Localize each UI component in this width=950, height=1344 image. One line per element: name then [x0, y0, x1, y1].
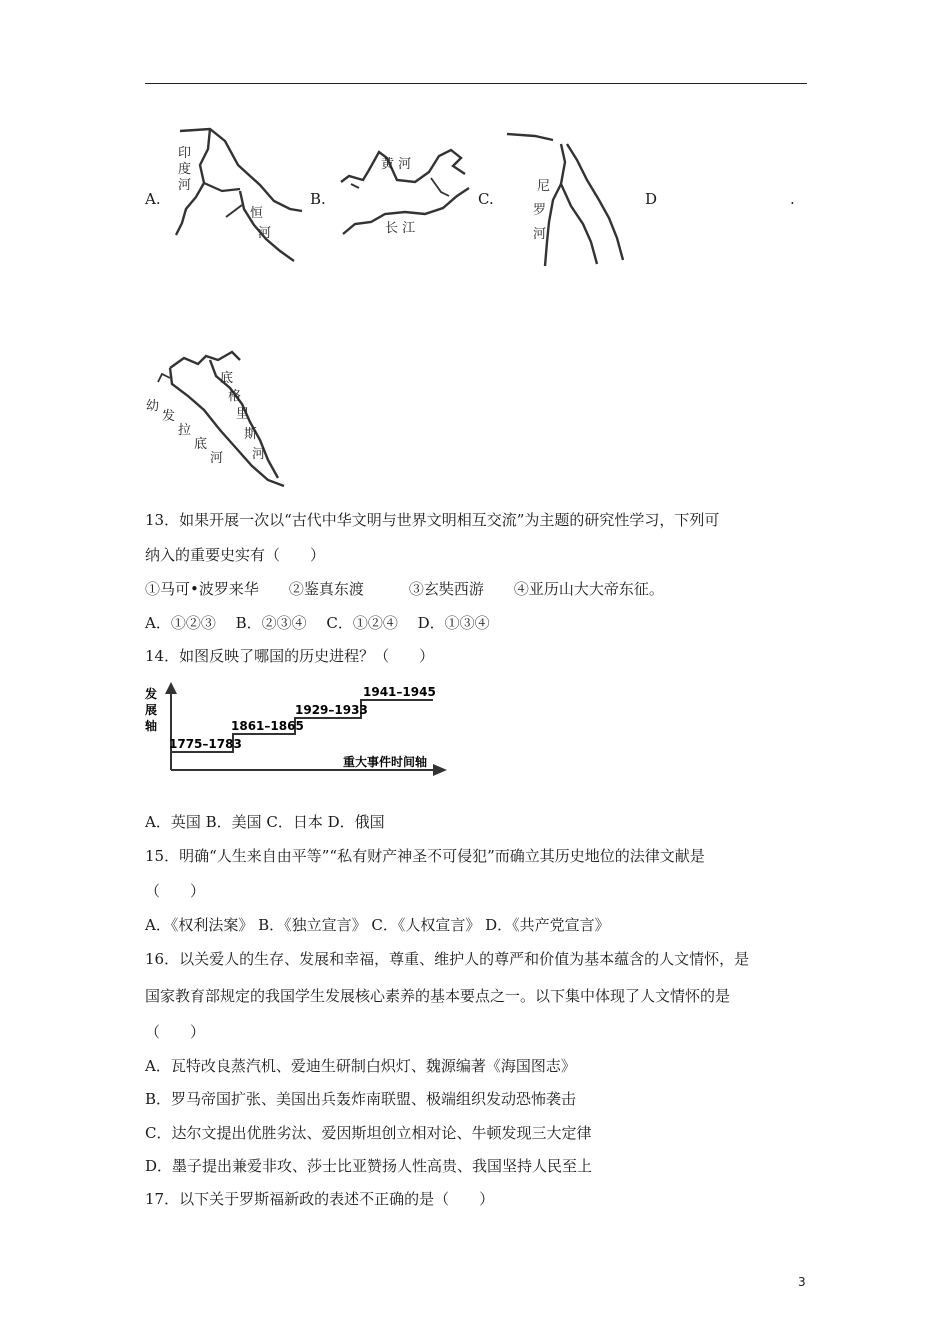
q15-stem-line1: 15．明确“人生来自由平等”“私有财产神圣不可侵犯”而确立其历史地位的法律文献是 [145, 847, 705, 865]
map-indus-ganges [170, 125, 305, 265]
q17-stem: 17．以下关于罗斯福新政的表述不正确的是（ ） [145, 1190, 495, 1208]
q14-step-1941-1945: 1941–1945 [363, 685, 436, 699]
q14-step-1775-1783: 1775–1783 [169, 737, 242, 751]
map-option-d-dot: . [790, 190, 795, 208]
map-c-label-luo: 罗 [533, 203, 547, 218]
map-option-c-letter: C. [478, 190, 494, 208]
map-a-label-du: 度 [178, 162, 192, 177]
q16-stem-line1: 16．以关爱人的生存、发展和幸福，尊重、维护人的尊严和价值为基本蕴含的人文情怀，是 [145, 950, 750, 968]
q14-stem: 14．如图反映了哪国的历史进程？（ ） [145, 647, 435, 665]
map-option-d-letter: D [645, 190, 658, 208]
q14-timeline-chart [145, 676, 465, 778]
q13-options: A．①②③ B．②③④ C．①②④ D．①③④ [145, 614, 490, 632]
q16-option-b: B．罗马帝国扩张、美国出兵轰炸南联盟、极端组织发动恐怖袭击 [145, 1090, 577, 1108]
q14-step-1861-1865: 1861–1865 [231, 719, 304, 733]
header-rule [145, 83, 807, 84]
map-d-label-you: 幼 [146, 399, 160, 414]
map-d-label-li: 里 [236, 407, 250, 422]
map-option-b-letter: B. [310, 190, 326, 208]
map-option-a-letter: A. [145, 190, 161, 208]
q15-options: A．《权利法案》 B．《独立宣言》 C．《人权宣言》 D．《共产党宣言》 [145, 916, 610, 934]
q14-ylabel-fa: 发 [145, 687, 158, 701]
q14-ylabel-zhou: 轴 [145, 719, 158, 733]
map-c-label-ni: 尼 [537, 179, 551, 194]
q16-option-d: D．墨子提出兼爱非攻、莎士比亚赞扬人性高贵、我国坚持人民至上 [145, 1157, 593, 1175]
q16-option-a: A．瓦特改良蒸汽机、爱迪生研制白炽灯、魏源编著《海国图志》 [145, 1057, 576, 1075]
q13-items: ①马可•波罗来华 ②鉴真东渡 ③玄奘西游 ④亚历山大大帝东征。 [145, 580, 664, 598]
map-a-label-he2: 河 [258, 226, 272, 241]
map-a-label-heng: 恒 [250, 206, 264, 221]
q16-option-c: C．达尔文提出优胜劣汰、爱因斯坦创立相对论、牛顿发现三大定律 [145, 1124, 592, 1142]
q16-stem-line3: （ ） [145, 1023, 206, 1041]
map-d-label-di: 底 [220, 371, 234, 386]
map-d-label-di2: 底 [194, 437, 208, 452]
map-nile [505, 130, 635, 270]
q13-stem-line1: 13．如果开展一次以“古代中华文明与世界文明相互交流”为主题的研究性学习，下列可 [145, 511, 720, 529]
q14-options: A．英国 B．美国 C．日本 D．俄国 [145, 813, 385, 831]
page-number: 3 [798, 1275, 806, 1289]
map-a-label-yin: 印 [178, 146, 192, 161]
q15-stem-line2: （ ） [145, 882, 206, 900]
map-yellow-yangtze [335, 132, 475, 242]
map-b-label-changjiang: 长 江 [385, 221, 416, 236]
q13-stem-line2: 纳入的重要史实有（ ） [145, 546, 326, 564]
q14-xlabel: 重大事件时间轴 [343, 755, 428, 769]
map-d-label-ge: 格 [228, 389, 242, 404]
map-tigris-euphrates [140, 348, 290, 490]
map-c-label-he: 河 [533, 227, 547, 242]
map-d-label-he1: 河 [252, 447, 266, 462]
map-d-label-he2: 河 [210, 451, 224, 466]
map-d-label-si: 斯 [244, 427, 258, 442]
map-d-label-la: 拉 [178, 423, 192, 438]
map-a-label-he: 河 [178, 178, 192, 193]
q16-stem-line2: 国家教育部规定的我国学生发展核心素养的基本要点之一。以下集中体现了人文情怀的是 [145, 987, 731, 1005]
q14-step-1929-1933: 1929–1933 [295, 703, 368, 717]
map-b-label-huanghe: 黄 河 [381, 157, 412, 172]
q14-ylabel-zhan: 展 [145, 703, 158, 717]
map-d-label-fa: 发 [162, 409, 176, 424]
